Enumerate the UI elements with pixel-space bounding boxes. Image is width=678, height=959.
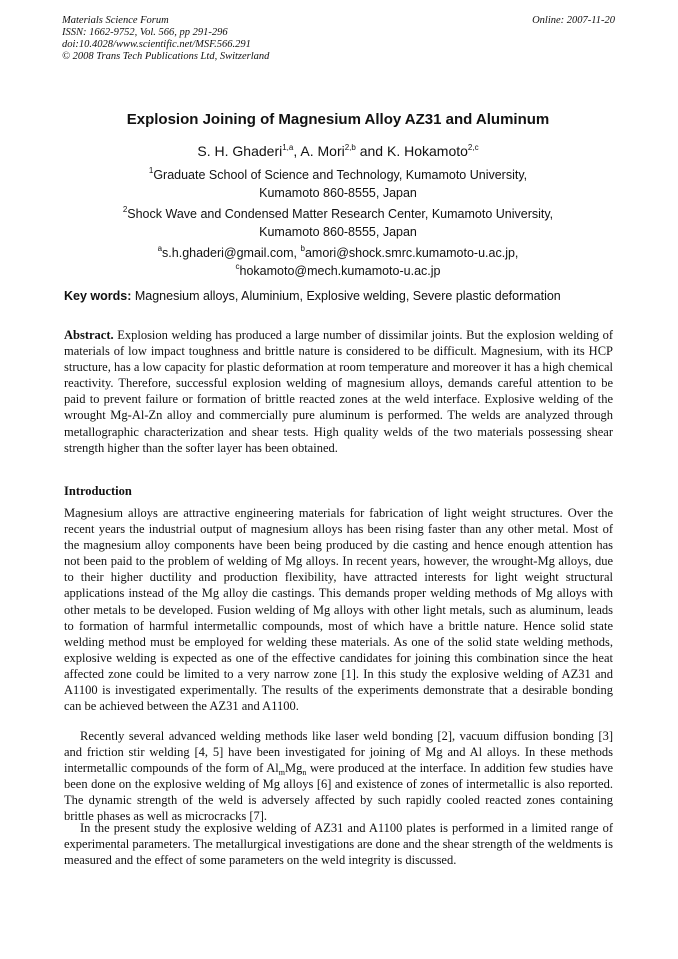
author-name: A. Mori [300,143,345,159]
author-separator: , [293,143,301,159]
affiliation-mark: 1 [148,166,154,175]
email-list [62,244,614,280]
affiliation-1 [62,166,614,202]
email-mark: a [157,244,163,253]
online-date: Online: 2007-11-20 [532,15,615,26]
author-name: K. Hokamoto [386,143,468,159]
author-separator: and [355,143,387,159]
affiliation-line: Graduate School of Science and Technology, Kumamoto University, [153,168,528,182]
paper-title: Explosion Joining of Magnesium Alloy AZ31 and Aluminum [126,111,550,128]
abstract-text: Explosion welding has produced a large number of dissimilar joints. But the explosion welding of materials of low impact toughness and brittle nature is considered to be difficult. Magnesium, with its HCP structure, has a low capacity for plastic deformation at room temperature and moreover it has a high chemical reactivity. Therefore, successful explosion welding of magnesium alloys, demands careful attention to be paid to prevent failure or formation of brittle reacted zones at the weld interface. Explosive welding of the wrought Mg-Al-Zn alloy and commercially pure aluminum is performed. The welds are analyzed through metallographic characterization and shear tests. High quality welds of the two materials possessing shear strength higher than the softer layer has been obtained. [64,328,613,455]
affiliation-line: Kumamoto 860-8555, Japan [259,186,417,200]
author-affiliation-mark: 1,a [282,143,294,152]
keywords [64,289,616,303]
email-address[interactable]: amori@shock.smrc.kumamoto-u.ac.jp, [304,246,519,260]
affiliation-line: Shock Wave and Condensed Matter Research Center, Kumamoto University, [127,207,554,221]
author-affiliation-mark: 2,b [344,143,356,152]
journal-name: Materials Science Forum [62,15,169,26]
author-list [62,143,614,159]
keywords-text: Magnesium alloys, Aluminium, Explosive welding, Severe plastic deformation [131,289,561,303]
affiliation-line: Kumamoto 860-8555, Japan [259,225,417,239]
author-affiliation-mark: 2,c [467,143,479,152]
publication-info [62,15,442,63]
intro-paragraph-1: Magnesium alloys are attractive engineering materials for fabrication of light weight structures. Over the recent years the industrial output of magnesium alloys has been rising faster than any other metal. Most of the magnesium alloy components have been being produced by die casting and hence enough attention has not been paid to the problem of welding of Mg alloys. In recent years, however, the wrought-Mg alloys, due to their higher ductility and production flexibility, have attracted interests for light weight structural applications instead of the Mg alloy die castings. This demands proper welding methods of Mg alloys with other metals to be developed. Fusion welding of Mg alloys with other light metals, such as aluminum, leads to formation of harmful intermetallic compounds, most of which have a brittle nature. Hence solid state welding method must be employed for welding these materials. As one of the solid state welding methods, explosive welding is expected as one of the effective candidates for joining this combination since the heat affected zone could be limited to a very narrow zone [1]. In this study the explosive welding of AZ31 and A1100 is investigated experimentally. The results of the experiments demonstrate that a desirable bonding can be achieved between the AZ31 and A1100. [64,506,613,714]
intro-paragraph-2: Recently several advanced welding methods like laser weld bonding [2], vacuum diffusion bonding [3] and friction stir welding [4, 5] have been investigated for joining of Mg and Al alloys. In these methods intermetallic compounds of the form of $Al_mMg_n$ were produced at the interface. In addition few studies have been done on the explosive welding of Mg alloys [6] and existence of zones of intermetallic is also reported. The dynamic strength of the weld is adversely affected by such rapidly cooled reacted zones containing brittle phases as well as microcracks [7]. [64,729,613,824]
doi-line: doi:10.4028/www.scientific.net/MSF.566.291 [62,39,251,50]
author-name: S. H. Ghaderi [197,143,283,159]
abstract [64,327,613,456]
copyright-line: © 2008 Trans Tech Publications Ltd, Switzerland [62,51,270,62]
section-heading-introduction: Introduction [64,484,132,498]
email-address[interactable]: hokamoto@mech.kumamoto-u.ac.jp [239,264,441,278]
email-mark: c [235,262,240,271]
keywords-label: Key words: [64,289,132,303]
abstract-label: Abstract. [64,328,114,342]
intro-paragraph-3: In the present study the explosive welding of AZ31 and A1100 plates is performed in a limited range of experimental parameters. The metallurgical investigations are done and the shear strength of the weldments is measured and the effect of some parameters on the weld integrity is discussed. [64,821,614,868]
affiliation-2 [62,205,614,241]
email-mark: b [300,244,305,253]
email-address[interactable]: s.h.ghaderi@gmail.com, [162,246,301,260]
issn-line: ISSN: 1662-9752, Vol. 566, pp 291-296 [62,27,228,38]
affiliation-mark: 2 [122,205,128,214]
